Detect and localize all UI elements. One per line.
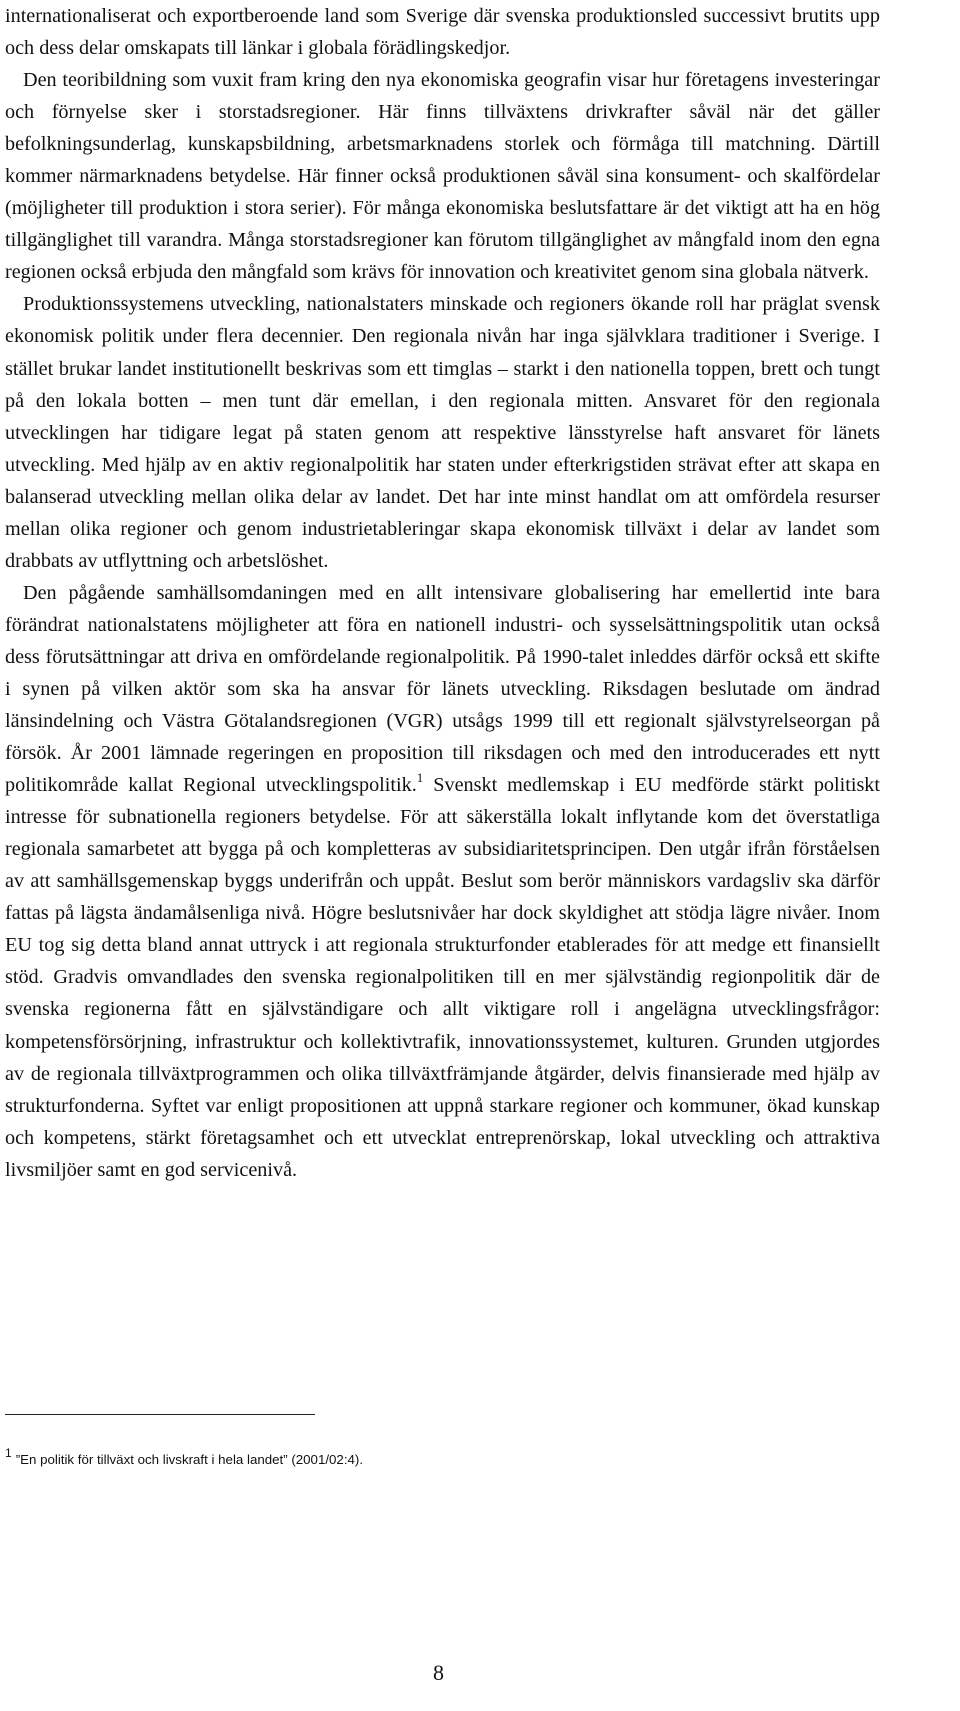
page-number: 8 <box>433 1660 444 1685</box>
paragraph-continued: internationaliserat och exportberoende land som Sverige där svenska produktionsled successivt brutits upp och dess delar omskapats till länkar i globala förädlingskedjor. <box>5 5 880 60</box>
footnote-number: 1 <box>5 1446 12 1460</box>
paragraph-economic-geography: Den teoribildning som vuxit fram kring den nya ekonomiska geografin visar hur företagens investeringar och förnyelse sker i storstadsregioner. Här finns tillväxtens drivkrafter såväl när det gäller befolkningsunderlag, kunskapsbildning, arbetsmarknadens storlek och förmåga till matchning. Därtill kommer närmarknadens betydelse. Här finner också produktionen såväl sina konsument- och skalfördelar (möjligheter till produktion i stora serier). För många ekonomiska beslutsfattare är det viktigt att ha en hög tillgänglighet till varandra. Många storstadsregioner kan förutom tillgänglighet av mångfald inom den egna regionen också erbjuda den mångfald som krävs för innovation och kreativitet genom sina globala nätverk. <box>5 69 880 284</box>
paragraph-regional-policy <box>5 577 880 1186</box>
footnote-separator <box>5 1414 315 1415</box>
body-text <box>5 0 880 1186</box>
paragraph-regional-policy-text: Den pågående samhällsomdaningen med en allt intensivare globalisering har emellertid inte bara förändrat nationalstatens möjligheter att föra en nationell industri- och sysselsättningspolitik utan också dess förutsättningar att driva en omfördelande regionalpolitik. På 1990-talet inleddes därför också ett skifte i synen på vilken aktör som ska ha ansvar för länets utveckling. Riksdagen beslutade om ändrad länsindelning och Västra Götalandsregionen (VGR) utsågs 1999 till ett regionalt självstyrelseorgan på försök. År 2001 lämnade regeringen en proposition till riksdagen och med den introducerades ett nytt politikområde kallat Regional utvecklingspolitik. <box>5 581 880 797</box>
paragraph-production-systems: Produktionssystemens utveckling, nationalstaters minskade och regioners ökande roll har präglat svensk ekonomisk politik under flera decennier. Den regionala nivån har inga självklara traditioner i Sverige. I stället brukar landet institutionellt beskrivas som ett timglas – starkt i den nationella toppen, brett och tungt på den lokala botten – men tunt där emellan, i den regionala mitten. Ansvaret för den regionala utvecklingen har tidigare legat på staten genom att respektive länsstyrelse haft ansvaret för länets utveckling. Med hjälp av en aktiv regionalpolitik har staten under efterkrigstiden strävat efter att skapa en balanserad utveckling mellan olika delar av landet. Det har inte minst handlat om att omfördela resurser mellan olika regioner och genom industrietableringar skapa ekonomisk tillväxt i delar av landet som drabbats av utflyttning och arbetslöshet. <box>5 293 880 572</box>
paragraph-eu-membership-text: Svenskt medlemskap i EU medförde stärkt politiskt intresse för subnationella regioners betydelse. För att säkerställa lokalt inflytande kom det överstatliga regionala samarbetet att bygga på och kompletteras av subsidiaritetsprincipen. Den utgår ifrån förståelsen av att samhällsgemenskap byggs underifrån och uppåt. Beslut som berör människors vardagsliv ska därför fattas på lägsta ändamålsenliga nivå. Högre beslutsnivåer har dock skyldighet att stödja lägre nivåer. Inom EU tog sig detta bland annat uttryck i att regionala strukturfonder etablerades för att medge ett finansiellt stöd. Gradvis omvandlades den svenska regionalpolitiken till en mer självständig regionpolitik där de svenska regionerna fått en självständigare och allt viktigare roll i angelägna utvecklingsfrågor: kompetensförsörjning, infrastruktur och kollektivtrafik, innovationssystemet, kulturen. Grunden utgjordes av de regionala tillväxtprogrammen och olika tillväxtfrämjande åtgärder, delvis finansierade med hjälp av strukturfonderna. Syftet var enligt propositionen att uppnå starkare regioner och kommuner, ökad kunskap och kompetens, stärkt företagsamhet och ett utvecklat entreprenörskap, lokal utveckling och attraktiva livsmiljöer samt en god servicenivå. <box>5 774 881 1181</box>
footnote-text: ”En politik för tillväxt och livskraft i hela landet” (2001/02:4). <box>15 1452 364 1467</box>
footnote <box>5 1446 880 1467</box>
footnote-reference[interactable]: 1 <box>416 770 424 786</box>
